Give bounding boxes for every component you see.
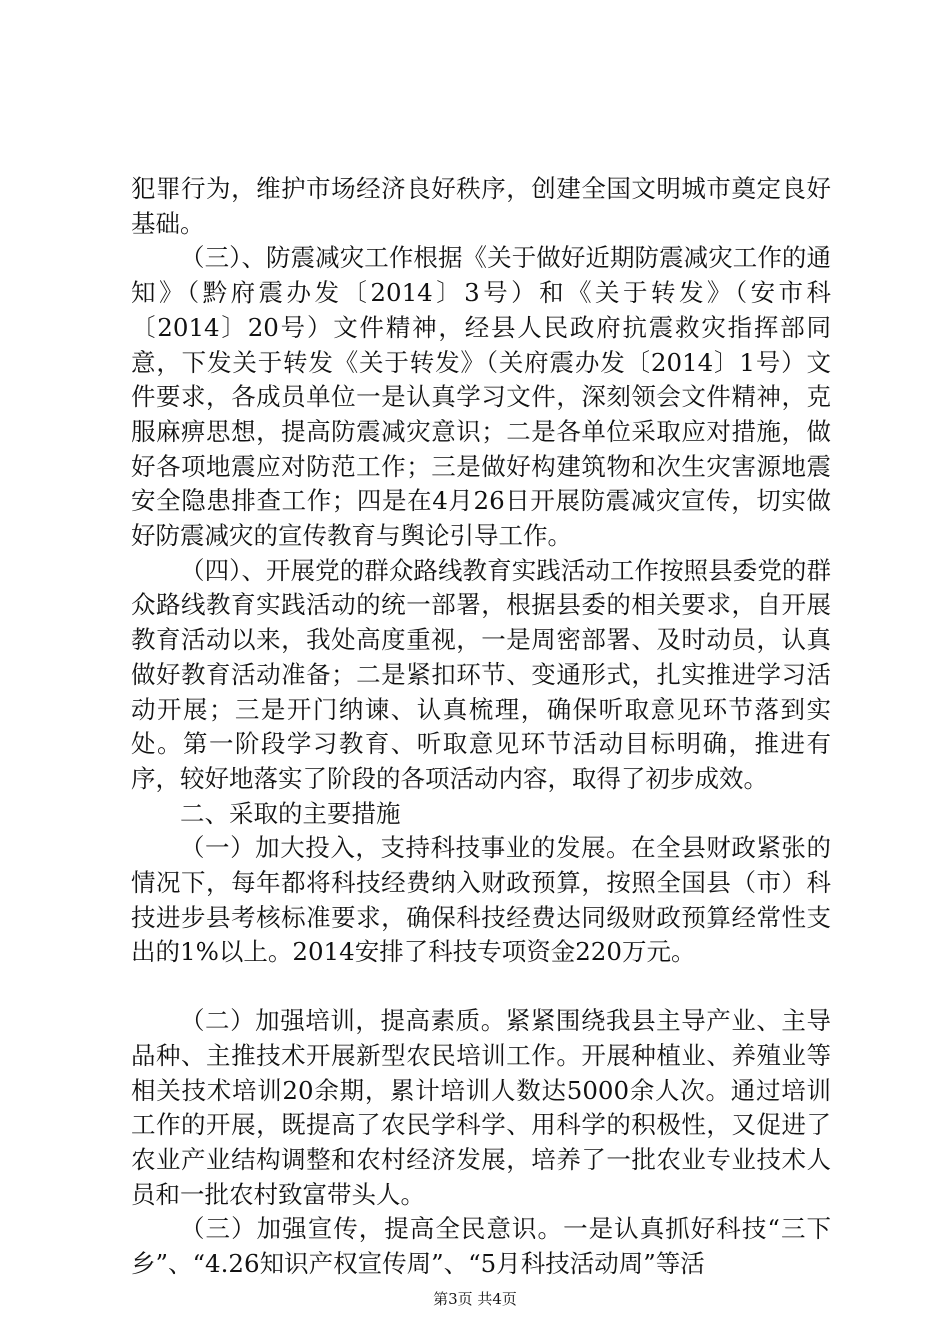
paragraph-2: （三）、防震减灾工作根据《关于做好近期防震减灾工作的通知》（黔府震办发〔2014〕3号）和《关于转发》（安市科〔2014〕20号）文件精神，经县人民政府抗震救灾指挥部同意，下发关于转发《关于转发》（关府震办发〔2014〕1号）文件要求，各成员单位一是认真学习文件，深刻领会文件精神，克服麻痹思想，提高防震减灾意识；二是各单位采取应对措施，做好各项地震应对防范工作；三是做好构建筑物和次生灾害源地震安全隐患排查工作；四是在4月26日开展防震减灾宣传，切实做好防震减灾的宣传教育与舆论引导工作。 <box>131 243 831 551</box>
paragraph-3: （四）、开展党的群众路线教育实践活动工作按照县委党的群众路线教育实践活动的统一部署，根据县委的相关要求，自开展教育活动以来，我处高度重视，一是周密部署、及时动员，认真做好教育活动准备；二是紧扣环节、变通形式，扎实推进学习活动开展；三是开门纳谏、认真梳理，确保听取意见环节落到实处。第一阶段学习教育、听取意见环节活动目标明确，推进有序，较好地落实了阶段的各项活动内容，取得了初步成效。 <box>131 555 831 793</box>
paragraph-7: （三）加强宣传，提高全民意识。一是认真抓好科技“三下乡”、“4.26知识产权宣传周”、“5月科技活动周”等活 <box>131 1214 831 1279</box>
section-heading: 二、采取的主要措施 <box>180 798 401 828</box>
page-footer: 第3页 共4页 <box>433 1290 517 1308</box>
body-text <box>131 172 831 1282</box>
paragraph-6: （二）加强培训，提高素质。紧紧围绕我县主导产业、主导品种、主推技术开展新型农民培训工作。开展种植业、养殖业等相关技术培训20余期，累计培训人数达5000余人次。通过培训工作的开展，既提高了农民学科学、用科学的积极性，又促进了农业产业结构调整和农村经济发展，培养了一批农业专业技术人员和一批农村致富带头人。 <box>131 1006 831 1209</box>
paragraph-1: 犯罪行为，维护市场经济良好秩序，创建全国文明城市奠定良好基础。 <box>131 174 831 238</box>
paragraph-5: （一）加大投入，支持科技事业的发展。在全县财政紧张的情况下，每年都将科技经费纳入财政预算，按照全国县（市）科技进步县考核标准要求，确保科技经费达同级财政预算经常性支出的1%以上。2014安排了科技专项资金220万元。 <box>131 833 831 967</box>
